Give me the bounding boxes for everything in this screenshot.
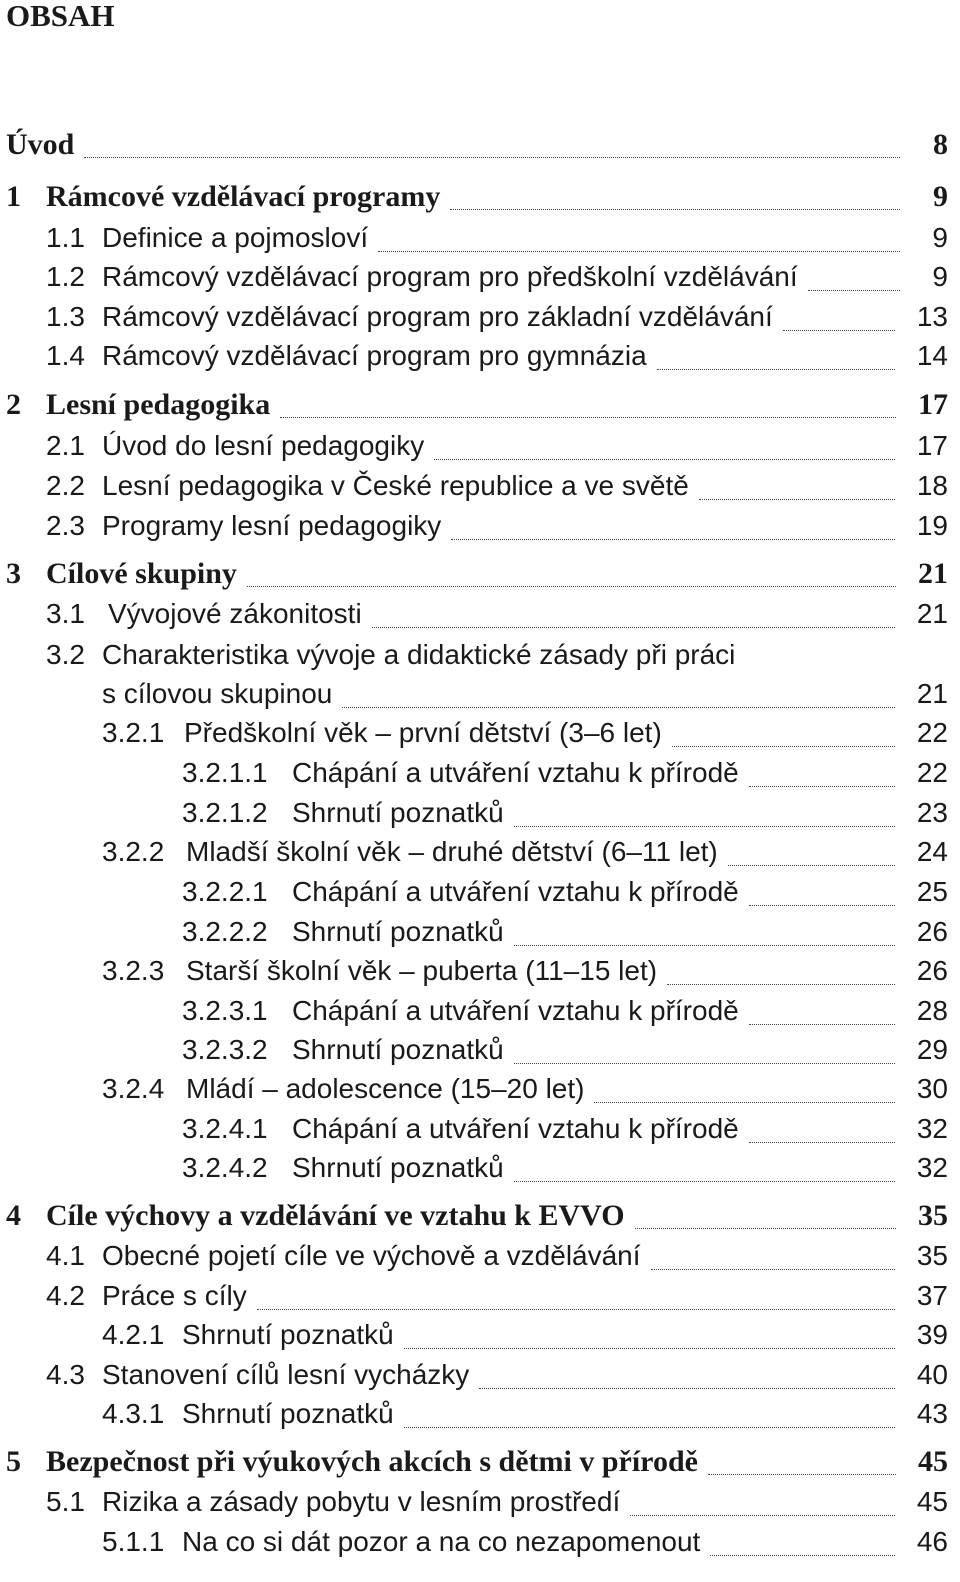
dot-leader <box>514 825 895 827</box>
toc-entry-page: 28 <box>916 995 948 1026</box>
toc-entry-page: 43 <box>916 1398 948 1429</box>
toc-entry-number: 3.2.2 <box>102 836 165 867</box>
toc-entry-page: 45 <box>916 1486 948 1517</box>
page-title: OBSAH <box>6 0 115 33</box>
toc-entry-title: Starší školní věk – puberta (11–15 let) <box>186 955 658 986</box>
dot-leader <box>247 585 896 587</box>
toc-entry-page: 37 <box>916 1280 948 1311</box>
toc-entry-page: 9 <box>932 261 948 292</box>
toc-entry-number: 3.2.4 <box>102 1073 165 1104</box>
dot-leader <box>699 498 895 500</box>
toc-entry-title: Chápání a utváření vztahu k přírodě <box>292 1113 739 1144</box>
dot-leader <box>404 1347 895 1349</box>
dot-leader <box>434 458 895 460</box>
dot-leader <box>672 745 895 747</box>
toc-entry-5-1-1[interactable] <box>102 1526 948 1570</box>
toc-entry-title: Předškolní věk – první dětství (3–6 let) <box>184 717 662 748</box>
toc-entry-number: 3.2.3.1 <box>182 995 268 1026</box>
toc-entry-number: 1.4 <box>46 340 85 371</box>
toc-entry-3-2-3-1[interactable] <box>182 995 948 1039</box>
toc-entry-title: Cílové skupiny <box>46 557 237 590</box>
toc-entry-3-2-continued[interactable] <box>102 678 948 722</box>
toc-entry-page: 23 <box>916 797 948 828</box>
toc-entry-4-2-1[interactable] <box>102 1319 948 1363</box>
toc-entry-chapter-5[interactable] <box>6 1445 948 1489</box>
toc-entry-title: Vývojové zákonitosti <box>108 598 362 629</box>
toc-entry-page: 17 <box>916 430 948 461</box>
toc-entry-title: Obecné pojetí cíle ve výchově a vzdělávání <box>102 1240 641 1271</box>
toc-entry-number: 4 <box>6 1199 21 1232</box>
toc-entry-title: Shrnutí poznatků <box>292 797 504 828</box>
toc-entry-page: 9 <box>933 180 948 213</box>
dot-leader <box>257 1308 895 1310</box>
toc-entry-title: Práce s cíly <box>102 1280 247 1311</box>
toc-entry-number: 3.2.3.2 <box>182 1034 268 1065</box>
toc-entry-page: 24 <box>916 836 948 867</box>
toc-entry-page: 32 <box>916 1113 948 1144</box>
toc-entry-number: 2.2 <box>46 470 85 501</box>
toc-entry-title: Rámcový vzdělávací program pro základní vzdělávání <box>102 301 773 332</box>
dot-leader <box>667 983 895 985</box>
toc-entry-page: 21 <box>918 557 948 590</box>
dot-leader <box>708 1473 896 1475</box>
toc-entry-page: 19 <box>916 510 948 541</box>
dot-leader <box>404 1426 895 1428</box>
toc-entry-4-2[interactable] <box>46 1280 948 1324</box>
toc-entry-3-1[interactable] <box>46 598 948 642</box>
dot-leader <box>450 208 900 210</box>
toc-entry-3-2-2-2[interactable] <box>182 916 948 960</box>
toc-entry-page: 25 <box>916 876 948 907</box>
toc-entry-page: 18 <box>916 470 948 501</box>
toc-entry-chapter-3[interactable] <box>6 557 948 601</box>
toc-entry-title: Rámcový vzdělávací program pro gymnázia <box>102 340 647 371</box>
toc-entry-page: 22 <box>916 717 948 748</box>
toc-entry-3-2-2[interactable] <box>102 836 948 880</box>
toc-entry-number: 3.1 <box>46 598 85 629</box>
dot-leader <box>280 416 896 418</box>
toc-entry-number: 4.2.1 <box>102 1319 165 1350</box>
toc-entry-page: 9 <box>932 222 948 253</box>
toc-entry-2-3[interactable] <box>46 510 948 554</box>
toc-entry-page: 32 <box>916 1152 948 1183</box>
toc-entry-number: 3.2.4.2 <box>182 1152 268 1183</box>
toc-entry-page: 30 <box>916 1073 948 1104</box>
toc-entry-3-2-3-2[interactable] <box>182 1034 948 1078</box>
toc-entry-title: Mladší školní věk – druhé dětství (6–11 let) <box>186 836 718 867</box>
toc-entry-title: Cíle výchovy a vzdělávání ve vztahu k EVVO <box>46 1199 625 1232</box>
dot-leader <box>451 538 895 540</box>
toc-entry-title: Mládí – adolescence (15–20 let) <box>186 1073 585 1104</box>
toc-entry-number: 3.2.1.1 <box>182 757 268 788</box>
toc-entry-page: 21 <box>916 678 948 709</box>
toc-entry-3-2-4-2[interactable] <box>182 1152 948 1196</box>
toc-entry-number: 1 <box>6 180 21 213</box>
toc-entry-title: s cílovou skupinou <box>102 678 333 709</box>
toc-entry-5-1[interactable] <box>46 1486 948 1530</box>
toc-entry-number: 2.3 <box>46 510 85 541</box>
toc-entry-1-2[interactable] <box>46 261 948 305</box>
toc-entry-chapter-2[interactable] <box>6 388 948 432</box>
dot-leader <box>749 904 895 906</box>
toc-entry-title: Rámcové vzdělávací programy <box>46 180 441 213</box>
toc-entry-title: Na co si dát pozor a na co nezapomenout <box>182 1526 701 1557</box>
toc-entry-label: Úvod <box>6 128 75 161</box>
toc-entry-title: Rámcový vzdělávací program pro předškolní vzdělávání <box>102 261 798 292</box>
toc-entry-page: 39 <box>916 1319 948 1350</box>
toc-entry-page: 14 <box>916 340 948 371</box>
toc-entry-page: 22 <box>916 757 948 788</box>
toc-entry-title: Shrnutí poznatků <box>292 916 504 947</box>
dot-leader <box>728 864 895 866</box>
toc-entry-title: Definice a pojmosloví <box>102 222 369 253</box>
dot-leader <box>630 1514 895 1516</box>
toc-entry-title: Lesní pedagogika <box>46 388 271 421</box>
dot-leader <box>749 1023 895 1025</box>
toc-entry-number: 5.1.1 <box>102 1526 165 1557</box>
toc-entry-3-2-4-1[interactable] <box>182 1113 948 1157</box>
toc-entry-number: 2 <box>6 388 21 421</box>
toc-entry-number: 3.2.2.1 <box>182 876 268 907</box>
toc-entry-3-2-1[interactable] <box>102 717 948 761</box>
dot-leader <box>378 250 900 252</box>
toc-entry-1-1[interactable] <box>46 222 948 266</box>
toc-entry-number: 4.2 <box>46 1280 85 1311</box>
dot-leader <box>372 626 895 628</box>
toc-entry-4-1[interactable] <box>46 1240 948 1284</box>
toc-entry-number: 3.2.1 <box>102 717 165 748</box>
toc-entry-number: 1.3 <box>46 301 85 332</box>
toc-entry-1-4[interactable] <box>46 340 948 384</box>
toc-entry-number: 1.1 <box>46 222 85 253</box>
toc-entry-chapter-4[interactable] <box>6 1199 948 1243</box>
toc-entry-page: 46 <box>916 1526 948 1557</box>
toc-entry-number: 3 <box>6 557 21 590</box>
toc-entry-title: Rizika a zásady pobytu v lesním prostředí <box>102 1486 621 1517</box>
toc-entry-3-2-4[interactable] <box>102 1073 948 1117</box>
toc-entry-page: 26 <box>916 955 948 986</box>
toc-entry-number: 5.1 <box>46 1486 85 1517</box>
toc-entry-3-2[interactable] <box>46 639 948 683</box>
dot-leader <box>514 944 895 946</box>
toc-entry-number: 5 <box>6 1445 21 1478</box>
toc-entry-number: 4.3 <box>46 1359 85 1390</box>
toc-entry-title: Chápání a utváření vztahu k přírodě <box>292 876 739 907</box>
toc-entry-1-3[interactable] <box>46 301 948 345</box>
toc-entry-page: 29 <box>916 1034 948 1065</box>
toc-entry-number: 4.1 <box>46 1240 85 1271</box>
toc-entry-title: Programy lesní pedagogiky <box>102 510 442 541</box>
dot-leader <box>635 1227 896 1229</box>
dot-leader <box>514 1062 895 1064</box>
toc-entry-number: 3.2 <box>46 639 85 670</box>
dot-leader <box>749 1141 895 1143</box>
toc-entry-page: 35 <box>918 1199 948 1232</box>
toc-entry-title: Shrnutí poznatků <box>182 1319 394 1350</box>
dot-leader <box>594 1101 894 1103</box>
toc-entry-4-3-1[interactable] <box>102 1398 948 1442</box>
dot-leader <box>657 368 895 370</box>
toc-entry-title: Bezpečnost při výukových akcích s dětmi v přírodě <box>46 1445 698 1478</box>
toc-entry-2-1[interactable] <box>46 430 948 474</box>
toc-entry-number: 3.2.1.2 <box>182 797 268 828</box>
toc-entry-title: Stanovení cílů lesní vycházky <box>102 1359 470 1390</box>
toc-entry-uvod[interactable] <box>6 128 948 172</box>
toc-entry-page: 45 <box>918 1445 948 1478</box>
dot-leader <box>710 1554 895 1556</box>
dot-leader <box>84 156 900 158</box>
toc-entry-page: 40 <box>916 1359 948 1390</box>
toc-entry-title: Charakteristika vývoje a didaktické zásady při práci <box>102 639 736 670</box>
toc-entry-number: 3.2.3 <box>102 955 165 986</box>
toc-entry-title: Chápání a utváření vztahu k přírodě <box>292 995 739 1026</box>
toc-entry-number: 3.2.4.1 <box>182 1113 268 1144</box>
toc-entry-title: Shrnutí poznatků <box>292 1152 504 1183</box>
toc-entry-page: 13 <box>916 301 948 332</box>
toc-entry-chapter-1[interactable] <box>6 180 948 224</box>
toc-entry-page: 17 <box>918 388 948 421</box>
toc-entry-page: 26 <box>916 916 948 947</box>
dot-leader <box>783 329 895 331</box>
toc-entry-title: Chápání a utváření vztahu k přírodě <box>292 757 739 788</box>
toc-entry-title: Lesní pedagogika v České republice a ve světě <box>102 470 689 501</box>
toc-entry-number: 3.2.2.2 <box>182 916 268 947</box>
toc-entry-3-2-1-1[interactable] <box>182 757 948 801</box>
toc-entry-number: 2.1 <box>46 430 85 461</box>
dot-leader <box>514 1180 895 1182</box>
toc-entry-page: 35 <box>916 1240 948 1271</box>
toc-entry-4-3[interactable] <box>46 1359 948 1403</box>
toc-entry-number: 1.2 <box>46 261 85 292</box>
toc-entry-3-2-1-2[interactable] <box>182 797 948 841</box>
toc-entry-title: Shrnutí poznatků <box>182 1398 394 1429</box>
toc-entry-page: 8 <box>933 128 948 161</box>
dot-leader <box>479 1387 895 1389</box>
toc-entry-3-2-2-1[interactable] <box>182 876 948 920</box>
toc-entry-3-2-3[interactable] <box>102 955 948 999</box>
toc-entry-title: Shrnutí poznatků <box>292 1034 504 1065</box>
dot-leader <box>651 1268 895 1270</box>
toc-entry-number: 4.3.1 <box>102 1398 165 1429</box>
toc-entry-page: 21 <box>916 598 948 629</box>
toc-entry-2-2[interactable] <box>46 470 948 514</box>
dot-leader <box>808 289 900 291</box>
dot-leader <box>342 706 894 708</box>
toc-entry-title: Úvod do lesní pedagogiky <box>102 430 425 461</box>
dot-leader <box>749 785 895 787</box>
